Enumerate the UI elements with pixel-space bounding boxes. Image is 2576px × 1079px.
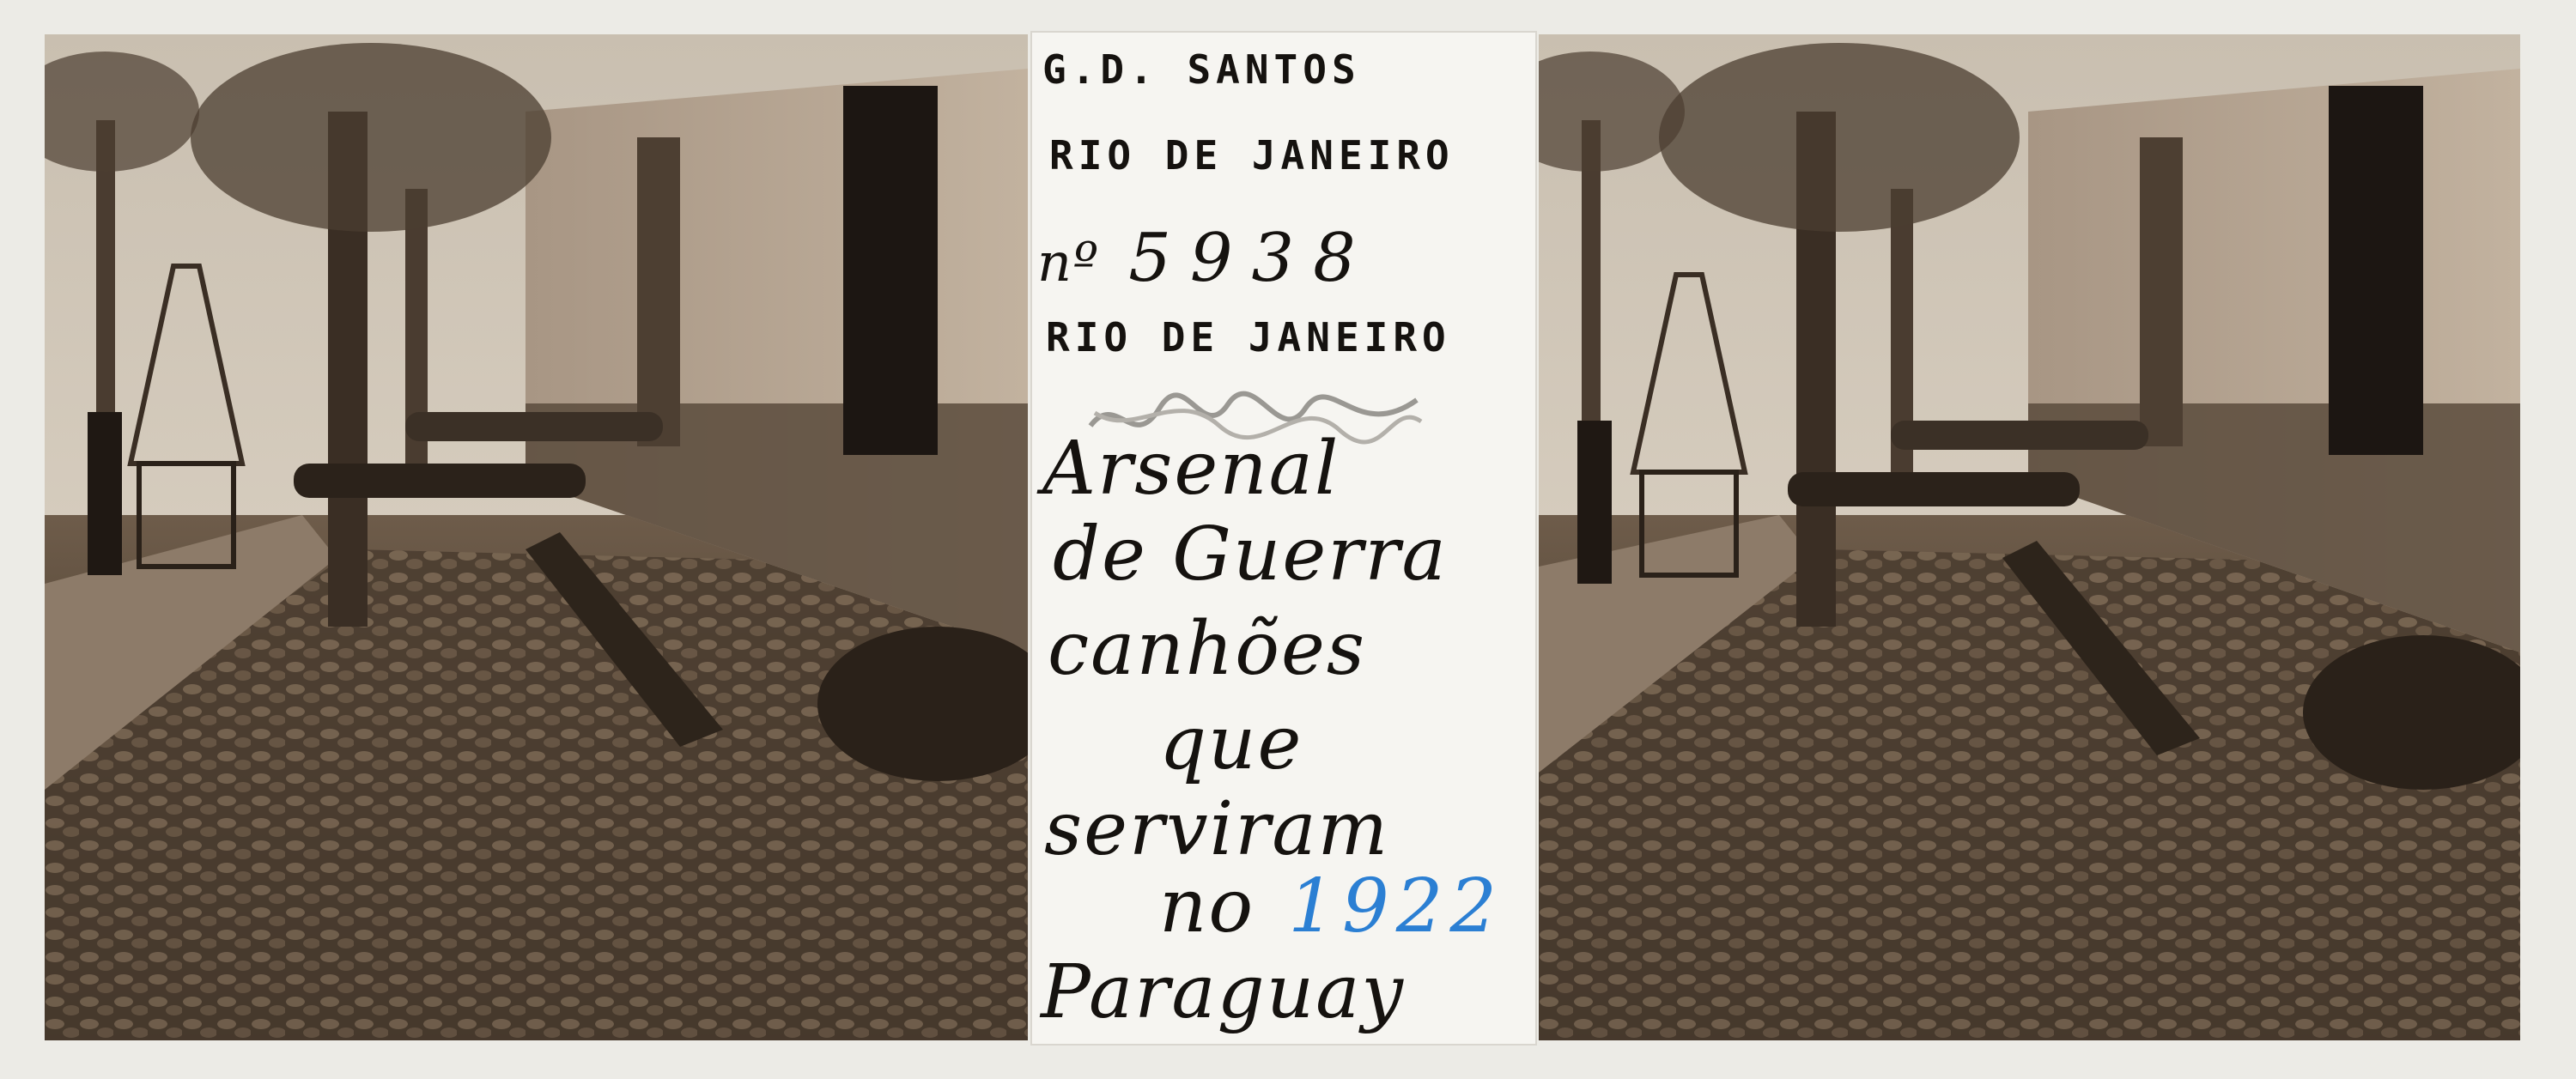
doorway [637, 137, 680, 446]
standing-man [1577, 421, 1612, 584]
standing-man [88, 412, 122, 575]
photo-scene-right [1539, 34, 2520, 1040]
cannon [294, 464, 586, 498]
cannon [1891, 421, 2148, 450]
caption-line-7: Paraguay [1041, 949, 1405, 1035]
photographer-stamp: G.D. SANTOS [1042, 46, 1361, 93]
stereo-photo-right [1539, 34, 2520, 1040]
cannon [405, 412, 663, 441]
place-stamp-2: RIO DE JANEIRO [1046, 314, 1451, 361]
tree-foliage [191, 43, 551, 232]
caption-line-4: que [1159, 700, 1303, 786]
caption-line-3: canhões [1048, 606, 1367, 692]
photo-scene-left [45, 34, 1028, 1040]
caption-line-5: serviram [1044, 786, 1390, 872]
plate-number: 5938 [1128, 220, 1375, 297]
year-blue-ink: 1922 [1288, 864, 1504, 949]
caption-line-6 [1030, 864, 1537, 949]
plate-number-row [1030, 220, 1537, 297]
cannon [1788, 472, 2080, 506]
barred-window [2329, 86, 2423, 455]
stereo-photo-left [45, 34, 1028, 1040]
handwritten-label [1030, 31, 1537, 1046]
tree-foliage [1659, 43, 2020, 232]
barred-window [843, 86, 938, 455]
caption-word-no: no [1159, 864, 1255, 949]
number-prefix: nº [1037, 231, 1101, 294]
place-stamp: RIO DE JANEIRO [1049, 132, 1455, 179]
caption-line-2: de Guerra [1053, 512, 1448, 597]
doorway [2140, 137, 2183, 446]
caption-line-1: Arsenal [1042, 426, 1340, 512]
